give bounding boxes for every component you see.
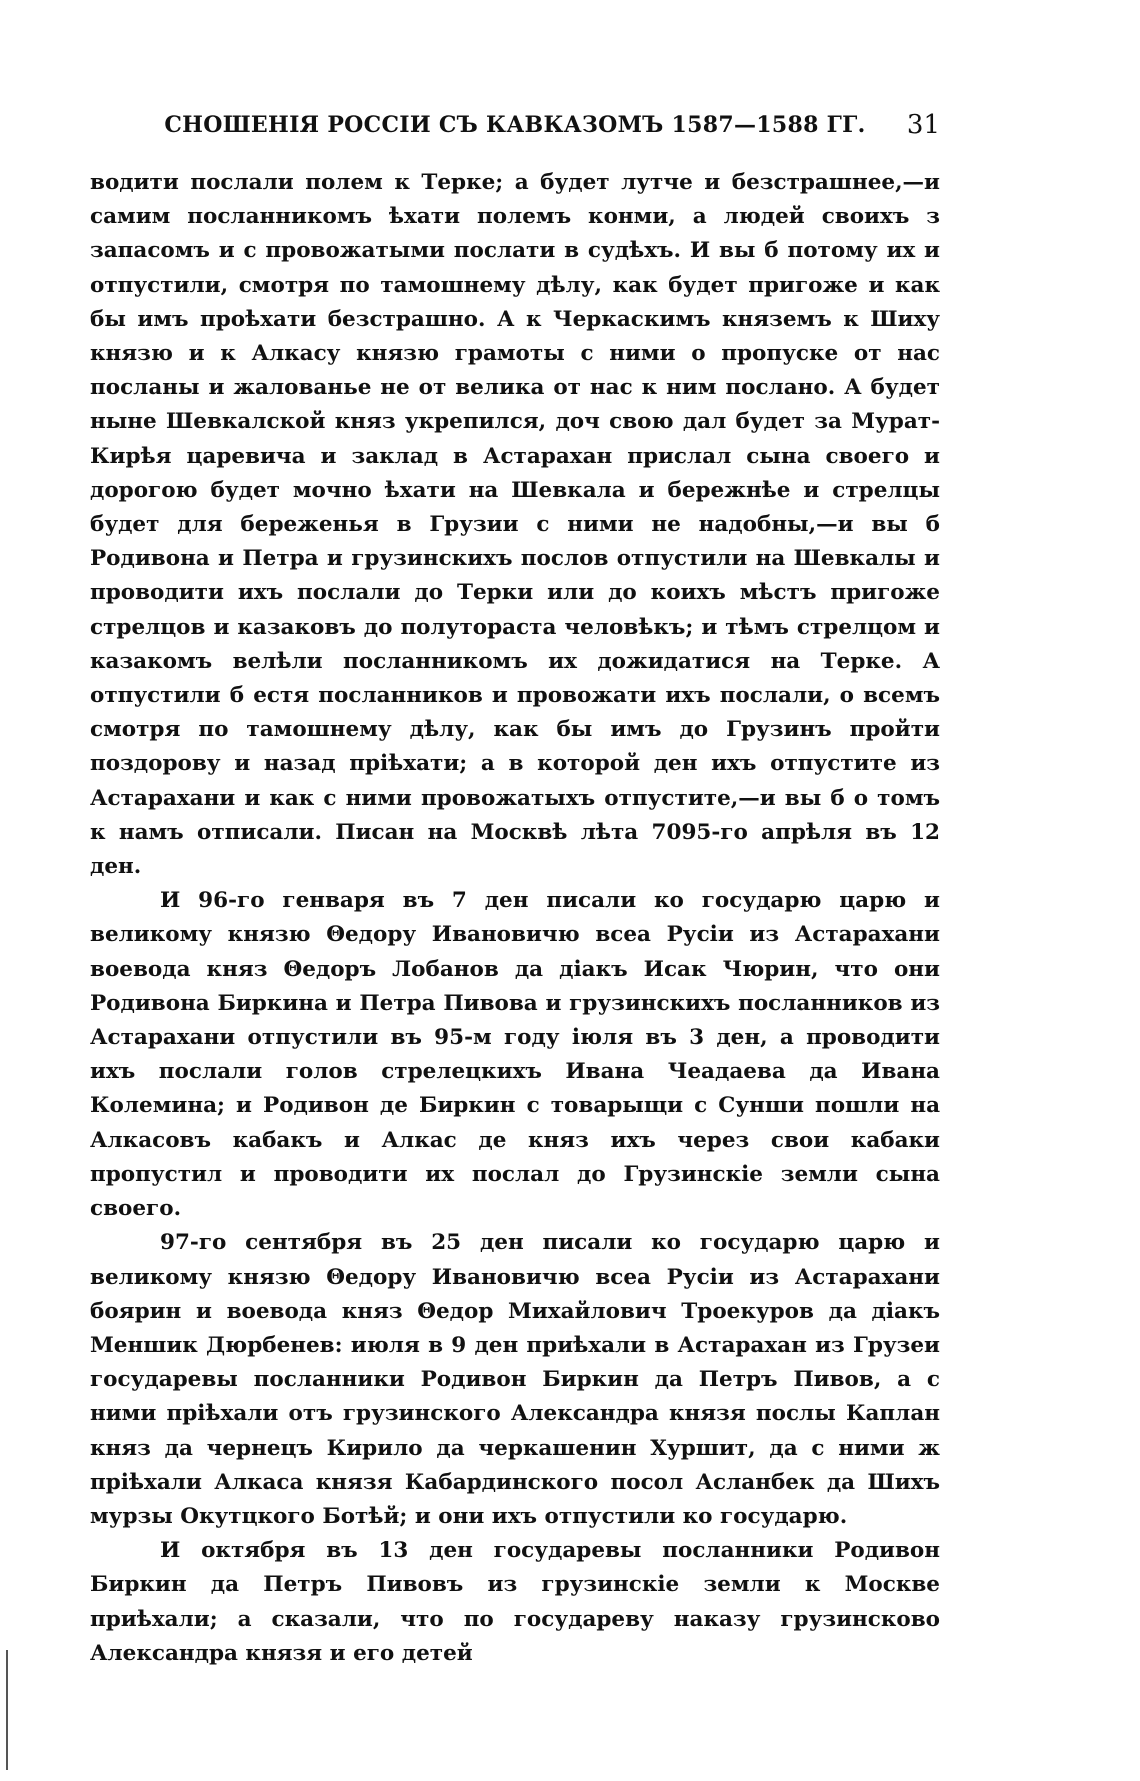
paragraph-september-report: 97-го сентября въ 25 ден писали ко государю царю и великому князю Θедору Ивановичю всеа Русіи из Астарахани боярин и воевода княз Θедор Михайлович Троекуров да діакъ Меншик Дюрбенев: июля в 9 ден приѣхали в Астарахан из Грузеи государевы посланники Родивон Биркин да Петръ Пивов, а с ними пріѣхали отъ грузинского Александра князя послы Каплан княз да чернецъ Кирило да черкашенин Хуршит, да с ними ж пріѣхали Алкаса князя Кабардинского посол Асланбек да Шихъ мурзы Окутцкого Ботѣй; и они ихъ отпустили ко государю. bbox=[90, 1230, 940, 1529]
running-title: СНОШЕНІЯ РОССІИ СЪ КАВКАЗОМЪ 1587—1588 ГГ. bbox=[164, 112, 866, 138]
running-head bbox=[90, 106, 940, 146]
body-text bbox=[90, 166, 940, 1671]
page-number: 31 bbox=[906, 110, 940, 140]
paragraph-january-report: И 96-го генваря въ 7 ден писали ко государю царю и великому князю Θедору Ивановичю всеа Русіи из Астарахани воевода княз Θедоръ Лобанов да діакъ Исак Чюрин, что они Родивона Биркина и Петра Пивова и грузинскихъ посланников из Астарахани отпустили въ 95-м году іюля въ 3 ден, а проводити ихъ послали голов стрелецкихъ Ивана Чеадаева да Ивана Колемина; и Родивон де Биркин с товарыщи с Сунши пошли на Алкасовъ кабакъ и Алкас де княз ихъ через свои кабаки пропустил и проводити их послал до Грузинскіе земли сына своего. bbox=[90, 888, 940, 1222]
scan-edge-line bbox=[6, 1650, 8, 1770]
paragraph-october-arrival: И октября въ 13 ден государевы посланники Родивон Биркин да Петръ Пивовъ из грузинскіе земли к Москве приѣхали; а сказали, что по государеву наказу грузинсково Александра князя и его детей bbox=[90, 1538, 940, 1666]
paragraph-continued: водити послали полем к Терке; а будет лутче и безстрашнее,—и самим посланникомъ ѣхати полемъ конми, а людей своихъ з запасомъ и с провожатыми послати в судѣхъ. И вы б потому их и отпустили, смотря по тамошнему дѣлу, как будет пригоже и как бы имъ проѣхати безстрашно. А к Черкаскимъ княземъ к Шиху князю и к Алкасу князю грамоты с ними о пропуске от нас посланы и жалованье не от велика от нас к ним послано. А будет ныне Шевкалской княз укрепился, доч свою дал будет за Мурат-Кирѣя царевича и заклад в Астарахан прислал сына своего и дорогою будет мочно ѣхати на Шевкала и бережнѣе и стрелцы будет для береженья в Грузии с ними не надобны,—и вы б Родивона и Петра и грузинскихъ послов отпустили на Шевкалы и проводити ихъ послали до Терки или до коихъ мѣстъ пригоже стрелцов и казаковъ до полутораста человѣкъ; и тѣмъ стрелцом и казакомъ велѣли посланникомъ их дожидатися на Терке. А отпустили б естя посланников и провожати ихъ послали, о всемъ смотря по тамошнему дѣлу, как бы имъ до Грузинъ пройти поздорову и назад пріѣхати; а в которой ден ихъ отпустите из Астарахани и как с ними провожатыхъ отпустите,—и вы б о томъ к намъ отписали. Писан на Москвѣ лѣта 7095-го апрѣля въ 12 ден. bbox=[90, 170, 940, 880]
